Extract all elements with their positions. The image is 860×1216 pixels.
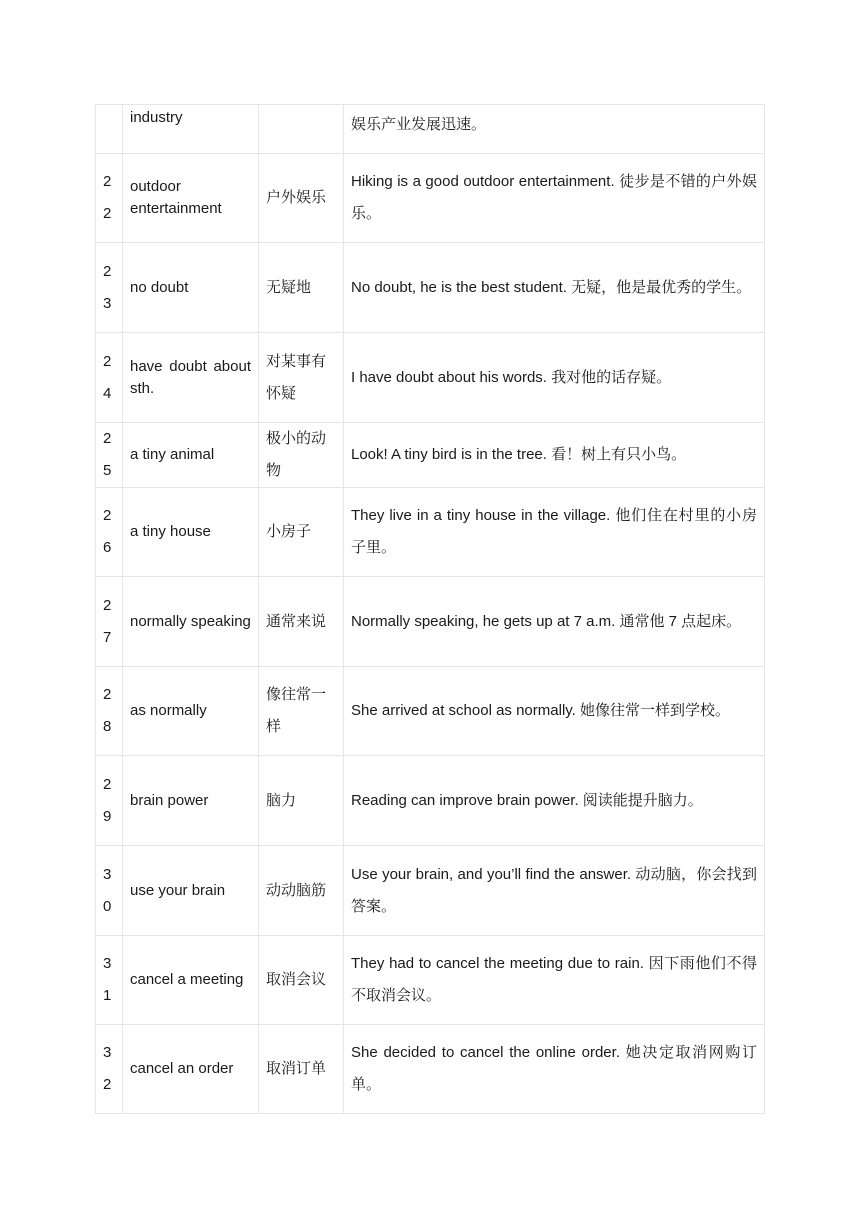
table-row: [96, 1025, 765, 1114]
example-cell: Normally speaking, he gets up at 7 a.m. 通常他 7 点起床。: [344, 577, 765, 667]
table-row: [96, 243, 765, 333]
example-cell: She decided to cancel the online order. 她决定取消网购订单。: [344, 1025, 765, 1114]
row-number: 29: [96, 756, 123, 846]
row-number: 27: [96, 577, 123, 667]
row-number: 22: [96, 154, 123, 243]
row-number: 32: [96, 1025, 123, 1114]
example-cell: She arrived at school as normally. 她像往常一样到学校。: [344, 667, 765, 756]
meaning-cell: 取消订单: [259, 1025, 344, 1114]
meaning-cell: 脑力: [259, 756, 344, 846]
phrase-cell: outdoor entertainment: [123, 154, 259, 243]
meaning-cell: 小房子: [259, 488, 344, 577]
example-cell: They had to cancel the meeting due to rain. 因下雨他们不得不取消会议。: [344, 936, 765, 1025]
phrase-cell: cancel an order: [123, 1025, 259, 1114]
phrase-cell: cancel a meeting: [123, 936, 259, 1025]
example-cell: 娱乐产业发展迅速。: [344, 105, 765, 154]
meaning-cell: 极小的动物: [259, 423, 344, 488]
example-cell: Look! A tiny bird is in the tree. 看！树上有只小鸟。: [344, 423, 765, 488]
table-row: [96, 846, 765, 936]
table-row: [96, 333, 765, 423]
example-cell: Hiking is a good outdoor entertainment. 徒步是不错的户外娱乐。: [344, 154, 765, 243]
meaning-cell: 像往常一样: [259, 667, 344, 756]
phrase-cell: normally speaking: [123, 577, 259, 667]
row-number: [96, 105, 123, 154]
table-row: [96, 667, 765, 756]
table-row: [96, 756, 765, 846]
row-number: 30: [96, 846, 123, 936]
example-cell: Reading can improve brain power. 阅读能提升脑力。: [344, 756, 765, 846]
phrase-cell: brain power: [123, 756, 259, 846]
example-cell: They live in a tiny house in the village. 他们住在村里的小房子里。: [344, 488, 765, 577]
row-number: 28: [96, 667, 123, 756]
table-row: [96, 154, 765, 243]
phrase-cell: a tiny house: [123, 488, 259, 577]
example-cell: No doubt, he is the best student. 无疑，他是最优秀的学生。: [344, 243, 765, 333]
example-cell: I have doubt about his words. 我对他的话存疑。: [344, 333, 765, 423]
phrase-cell: industry: [123, 105, 259, 154]
phrase-cell: no doubt: [123, 243, 259, 333]
meaning-cell: 对某事有怀疑: [259, 333, 344, 423]
meaning-cell: 通常来说: [259, 577, 344, 667]
table-row: [96, 488, 765, 577]
phrase-cell: use your brain: [123, 846, 259, 936]
phrase-cell: as normally: [123, 667, 259, 756]
table-row: [96, 936, 765, 1025]
table-row: [96, 423, 765, 488]
phrase-cell: a tiny animal: [123, 423, 259, 488]
meaning-cell: 动动脑筋: [259, 846, 344, 936]
meaning-cell: 无疑地: [259, 243, 344, 333]
row-number: 26: [96, 488, 123, 577]
table-row: [96, 105, 765, 154]
meaning-cell: [259, 105, 344, 154]
meaning-cell: 户外娱乐: [259, 154, 344, 243]
meaning-cell: 取消会议: [259, 936, 344, 1025]
row-number: 24: [96, 333, 123, 423]
row-number: 23: [96, 243, 123, 333]
table-row: [96, 577, 765, 667]
row-number: 31: [96, 936, 123, 1025]
phrase-cell: have doubt about sth.: [123, 333, 259, 423]
row-number: 25: [96, 423, 123, 488]
example-cell: Use your brain, and you’ll find the answer. 动动脑，你会找到答案。: [344, 846, 765, 936]
vocabulary-table: [95, 104, 765, 1114]
